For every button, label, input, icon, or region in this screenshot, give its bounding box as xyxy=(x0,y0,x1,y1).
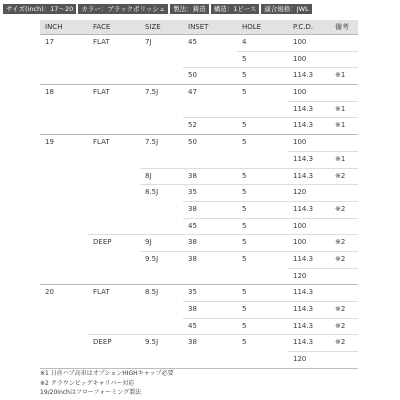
size-cell: 7.5J xyxy=(140,85,183,135)
face-cell: FLAT xyxy=(88,35,140,85)
hole-cell: 5 xyxy=(237,135,288,168)
note-cell: ※2 xyxy=(330,335,358,352)
size-tag: サイズ(inch)：17〜20 xyxy=(3,4,76,14)
pcd-cell: 120 xyxy=(288,352,330,369)
hole-cell: 5 xyxy=(237,185,288,202)
face-cell: FLAT xyxy=(88,135,140,235)
structure-tag: 構造：1ピース xyxy=(211,4,260,14)
hole-cell: 5 xyxy=(237,302,288,319)
hole-cell: 5 xyxy=(237,251,288,284)
pcd-cell: 114.3 xyxy=(288,168,330,185)
method-tag: 製法：鋳造 xyxy=(170,4,209,14)
note-cell xyxy=(330,35,358,52)
pcd-cell: 100 xyxy=(288,35,330,52)
note-cell xyxy=(330,218,358,235)
table-body xyxy=(40,35,358,369)
pcd-cell: 100 xyxy=(288,218,330,235)
size-cell: 8.5J xyxy=(140,285,183,335)
pcd-cell: 114.3 xyxy=(288,201,330,218)
note-cell: ※2 xyxy=(330,201,358,218)
note-cell xyxy=(330,352,358,369)
hole-cell: 5 xyxy=(237,68,288,85)
footnote-3: 19/20inchはフローフォーミング製法 xyxy=(40,389,142,396)
pcd-cell: 100 xyxy=(288,235,330,252)
header-inch: INCH xyxy=(40,20,88,35)
note-cell: ※2 xyxy=(330,302,358,319)
header-size: SIZE xyxy=(140,20,183,35)
inch-cell: 18 xyxy=(40,85,88,135)
inset-cell: 38 xyxy=(183,302,237,319)
size-cell: 8.5J xyxy=(140,185,183,235)
inset-cell: 52 xyxy=(183,118,237,135)
inch-cell: 20 xyxy=(40,285,88,368)
note-cell xyxy=(330,285,358,302)
footnote-1: ※1 日産ハブ高車はオプションHIGHキャップ必要 xyxy=(40,370,174,377)
spec-table xyxy=(40,20,358,369)
note-cell: ※2 xyxy=(330,168,358,185)
inset-cell: 35 xyxy=(183,285,237,302)
inset-cell: 47 xyxy=(183,85,237,118)
size-cell: 9.5J xyxy=(140,335,183,368)
inch-cell: 19 xyxy=(40,135,88,285)
footnotes xyxy=(40,369,174,398)
note-cell: ※2 xyxy=(330,318,358,335)
pcd-cell: 114.3 xyxy=(288,285,330,302)
size-cell: 8J xyxy=(140,168,183,185)
inch-cell: 17 xyxy=(40,35,88,85)
pcd-cell: 100 xyxy=(288,51,330,68)
pcd-cell: 114.3 xyxy=(288,151,330,168)
table-row xyxy=(40,135,358,152)
note-cell: ※1 xyxy=(330,151,358,168)
hole-cell: 5 xyxy=(237,318,288,335)
face-cell: DEEP xyxy=(88,235,140,285)
standard-tag: 適合規格：JWL xyxy=(261,4,311,14)
inset-cell: 45 xyxy=(183,35,237,68)
inset-cell: 38 xyxy=(183,335,237,368)
table-row xyxy=(40,235,358,252)
table-header-row xyxy=(40,20,358,35)
pcd-cell: 114.3 xyxy=(288,68,330,85)
pcd-cell: 114.3 xyxy=(288,251,330,268)
size-cell: 9.5J xyxy=(140,251,183,284)
table-row xyxy=(40,285,358,302)
face-cell: FLAT xyxy=(88,285,140,335)
size-cell: 7J xyxy=(140,35,183,85)
inset-cell: 38 xyxy=(183,201,237,218)
note-cell: ※2 xyxy=(330,235,358,252)
inset-cell: 38 xyxy=(183,235,237,252)
inset-cell: 38 xyxy=(183,251,237,284)
header-pcd: P.C.D. xyxy=(288,20,330,35)
table-row xyxy=(40,335,358,352)
note-cell xyxy=(330,85,358,102)
pcd-cell: 100 xyxy=(288,135,330,152)
pcd-cell: 114.3 xyxy=(288,335,330,352)
header-face: FACE xyxy=(88,20,140,35)
hole-cell: 5 xyxy=(237,335,288,368)
note-cell: ※1 xyxy=(330,118,358,135)
inset-cell: 45 xyxy=(183,218,237,235)
inset-cell: 38 xyxy=(183,168,237,185)
header-hole: HOLE xyxy=(237,20,288,35)
face-cell: DEEP xyxy=(88,335,140,368)
pcd-cell: 100 xyxy=(288,85,330,102)
spec-tags xyxy=(3,4,312,14)
note-cell xyxy=(330,185,358,202)
pcd-cell: 114.3 xyxy=(288,118,330,135)
note-cell: ※2 xyxy=(330,251,358,268)
note-cell: ※1 xyxy=(330,101,358,118)
note-cell xyxy=(330,135,358,152)
pcd-cell: 120 xyxy=(288,185,330,202)
header-inset: INSET xyxy=(183,20,237,35)
hole-cell: 5 xyxy=(237,118,288,135)
hole-cell: 5 xyxy=(237,85,288,118)
pcd-cell: 114.3 xyxy=(288,302,330,319)
inset-cell: 35 xyxy=(183,185,237,202)
footnote-2: ※2 クラウンビッグキャリパー対応 xyxy=(40,379,135,387)
note-cell: ※1 xyxy=(330,68,358,85)
hole-cell: 5 xyxy=(237,51,288,68)
hole-cell: 5 xyxy=(237,235,288,252)
face-cell: FLAT xyxy=(88,85,140,135)
hole-cell: 5 xyxy=(237,168,288,185)
table-row xyxy=(40,35,358,52)
note-cell xyxy=(330,268,358,285)
inset-cell: 50 xyxy=(183,135,237,168)
note-cell xyxy=(330,51,358,68)
pcd-cell: 120 xyxy=(288,268,330,285)
size-cell: 7.5J xyxy=(140,135,183,168)
pcd-cell: 114.3 xyxy=(288,318,330,335)
pcd-cell: 114.3 xyxy=(288,101,330,118)
header-note: 備考 xyxy=(330,20,358,35)
size-cell: 9J xyxy=(140,235,183,252)
hole-cell: 5 xyxy=(237,285,288,302)
table-row xyxy=(40,85,358,102)
hole-cell: 5 xyxy=(237,201,288,218)
inset-cell: 45 xyxy=(183,318,237,335)
inset-cell: 50 xyxy=(183,68,237,85)
hole-cell: 5 xyxy=(237,218,288,235)
hole-cell: 4 xyxy=(237,35,288,52)
color-tag: カラー：ブラックポリッシュ xyxy=(78,4,168,14)
